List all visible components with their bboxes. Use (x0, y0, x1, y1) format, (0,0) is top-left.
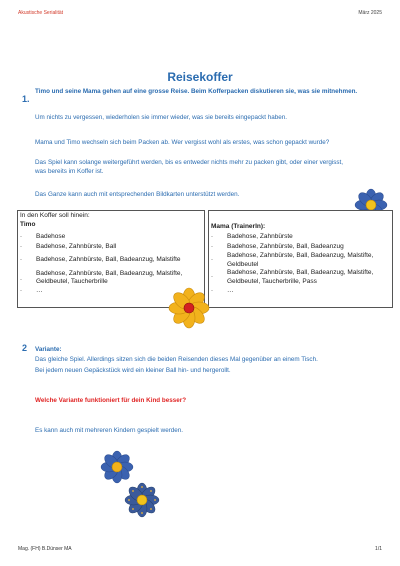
question: Welche Variante funktioniert für dein Kind besser? (35, 397, 187, 404)
section-2-number: 2 (22, 343, 28, 353)
yellow-flower-icon (168, 287, 210, 329)
variant-line-2: Bei jedem neuen Gepäckstück wird ein kleiner Ball hin- und hergerollt. (35, 367, 231, 374)
list-item: - Badehose, Zahnbürste (211, 233, 293, 240)
list-item: - … (211, 286, 234, 294)
footer-page-number: 1/1 (375, 546, 382, 552)
section-1-paragraph-3: Das Spiel kann solange weitergeführt werden, bis es entweder nichts mehr zu packen gibt, oder einer vergisst, was bereits im Koffer ist. (35, 159, 344, 175)
list-item: - Badehose, Zahnbürste, Ball, Badeanzug, Malstifte, Geldbeutel (211, 252, 374, 268)
header-date: März 2025 (358, 10, 382, 16)
blue-flower-icon (100, 450, 134, 484)
section-1-lead: Timo und seine Mama gehen auf eine grosse Reise. Beim Kofferpacken diskutieren sie, was sie mitnehmen. (35, 88, 358, 95)
section-1-paragraph-2: Mama und Timo wechseln sich beim Packen ab. Wer vergisst wohl als erstes, was schon gepackt wurde? (35, 139, 330, 146)
section-1-paragraph-4: Das Ganze kann auch mit entsprechenden Bildkarten unterstützt werden. (35, 191, 240, 198)
list-item: - … (20, 286, 43, 294)
mama-label: Mama (TrainerIn): (211, 223, 266, 230)
list-item: - Badehose (20, 233, 66, 240)
note: Es kann auch mit mehreren Kindern gespielt werden. (35, 427, 184, 434)
list-item: - Badehose, Zahnbürste, Ball (20, 242, 117, 250)
mama-box (208, 210, 393, 308)
timo-label: Timo (20, 221, 36, 228)
blue-dotted-flower-icon (124, 482, 160, 518)
box-heading: In den Koffer soll hinein: (20, 212, 90, 219)
footer-author: Mag. (FH) B.Dünser MA (18, 546, 72, 552)
variant-title: Variante: (35, 346, 62, 353)
section-1-paragraph-1: Um nichts zu vergessen, wiederholen sie immer wieder, was sie bereits eingepackt haben. (35, 114, 287, 121)
list-item: - Badehose, Zahnbürste, Ball, Badeanzug, Malstifte, Geldbeutel, Taucherbrille (20, 269, 183, 286)
header-left: Akustische Serialität (18, 10, 64, 16)
mama-list (209, 233, 390, 295)
list-item: - Badehose, Zahnbürste, Ball, Badeanzug, Malstifte (20, 256, 181, 264)
variant-line-1: Das gleiche Spiel. Allerdings sitzen sich die beiden Reisenden dieses Mal gegenüber an einem Tisch. (35, 356, 318, 363)
list-item: - Badehose, Zahnbürste, Ball, Badeanzug, Malstifte, Geldbeutel, Taucherbrille, Pass (211, 269, 374, 285)
page-title: Reisekoffer (167, 70, 233, 84)
list-item: - Badehose, Zahnbürste, Ball, Badeanzug (211, 242, 344, 250)
section-1-number: 1. (22, 94, 30, 104)
